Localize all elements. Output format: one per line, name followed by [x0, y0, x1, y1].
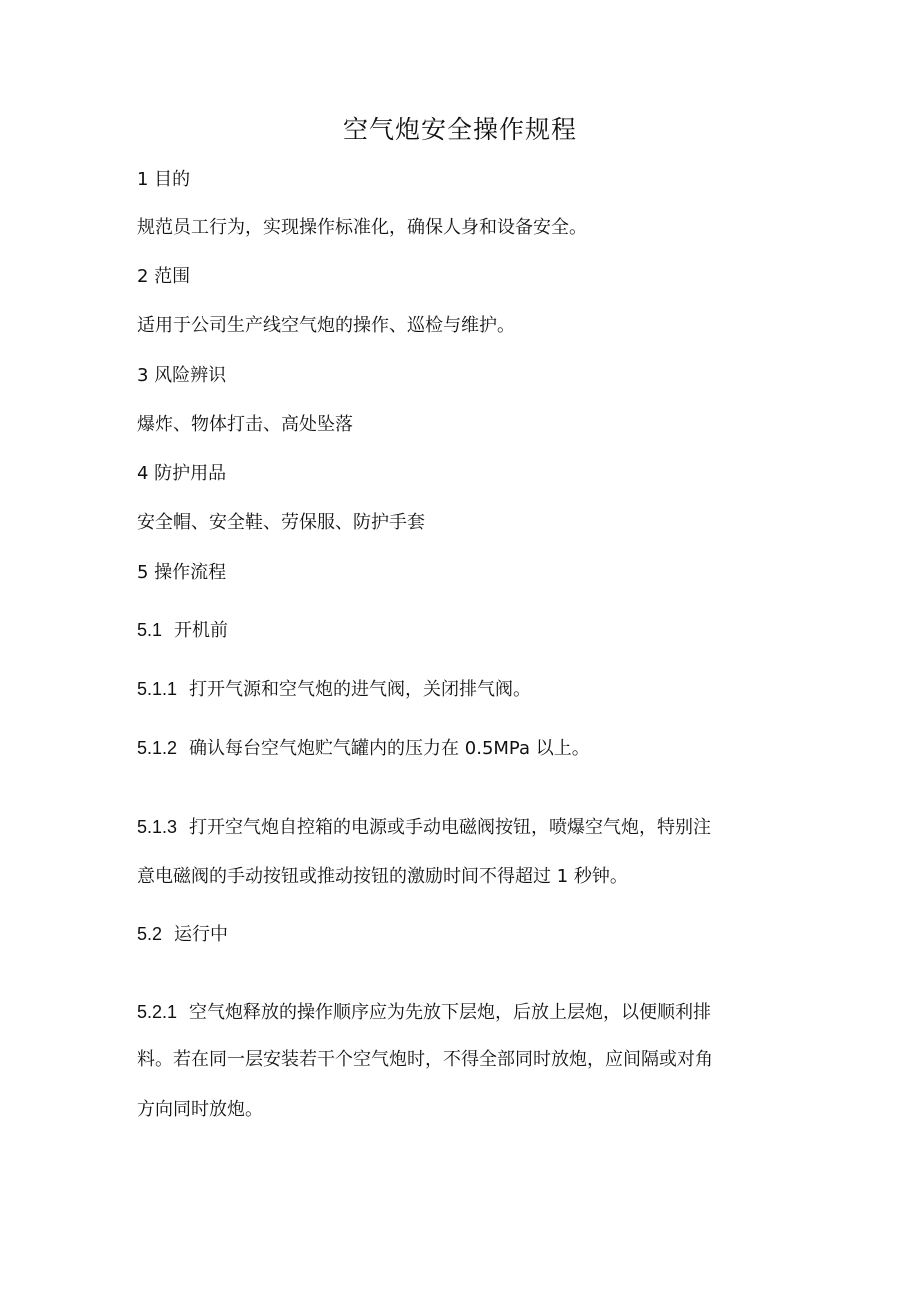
clause-number: 5.1.1: [137, 679, 178, 699]
section-3-heading: 3 风险辨识: [137, 365, 227, 386]
clause-text-line-1: 打开空气炮自控箱的电源或手动电磁阀按钮，喷爆空气炮，特别注: [189, 817, 712, 838]
clause-5-1-3: [137, 812, 797, 843]
section-5-heading: 5 操作流程: [137, 562, 227, 583]
clause-5-2-1: [137, 997, 797, 1028]
subsection-5-2: [137, 919, 797, 950]
clause-number: 5.2.1: [137, 1002, 178, 1022]
clause-number: 5.1.3: [137, 817, 178, 837]
subsection-5-1: [137, 615, 797, 646]
clause-5-2-1-continuation-1: 料。若在同一层安装若干个空气炮时，不得全部同时放炮，应间隔或对角: [137, 1049, 713, 1070]
page-title: 空气炮安全操作规程: [342, 115, 577, 144]
clause-text-line-1: 空气炮释放的操作顺序应为先放下层炮，后放上层炮，以便顺利排: [189, 1002, 712, 1023]
section-2-body: 适用于公司生产线空气炮的操作、巡检与维护。: [137, 315, 515, 336]
clause-5-2-1-continuation-2: 方向同时放炮。: [137, 1099, 263, 1120]
section-4-body: 安全帽、安全鞋、劳保服、防护手套: [137, 512, 425, 533]
section-4-heading: 4 防护用品: [137, 463, 227, 484]
section-3-body: 爆炸、物体打击、高处坠落: [137, 414, 353, 435]
clause-text: 打开气源和空气炮的进气阀，关闭排气阀。: [189, 679, 532, 700]
clause-number: 5.1.2: [137, 738, 178, 758]
section-1-body: 规范员工行为，实现操作标准化，确保人身和设备安全。: [137, 217, 587, 238]
clause-text: 确认每台空气炮贮气罐内的压力在 0.5MPa 以上。: [189, 738, 590, 759]
clause-5-1-1: [137, 674, 797, 705]
section-1-heading: 1 目的: [137, 169, 191, 190]
subsection-label: 运行中: [174, 924, 229, 945]
clause-5-1-2: [137, 733, 797, 764]
section-2-heading: 2 范围: [137, 266, 191, 287]
subsection-number: 5.2: [137, 924, 163, 944]
subsection-label: 开机前: [174, 620, 229, 641]
subsection-number: 5.1: [137, 620, 163, 640]
clause-5-1-3-continuation: 意电磁阀的手动按钮或推动按钮的激励时间不得超过 1 秒钟。: [137, 866, 628, 887]
